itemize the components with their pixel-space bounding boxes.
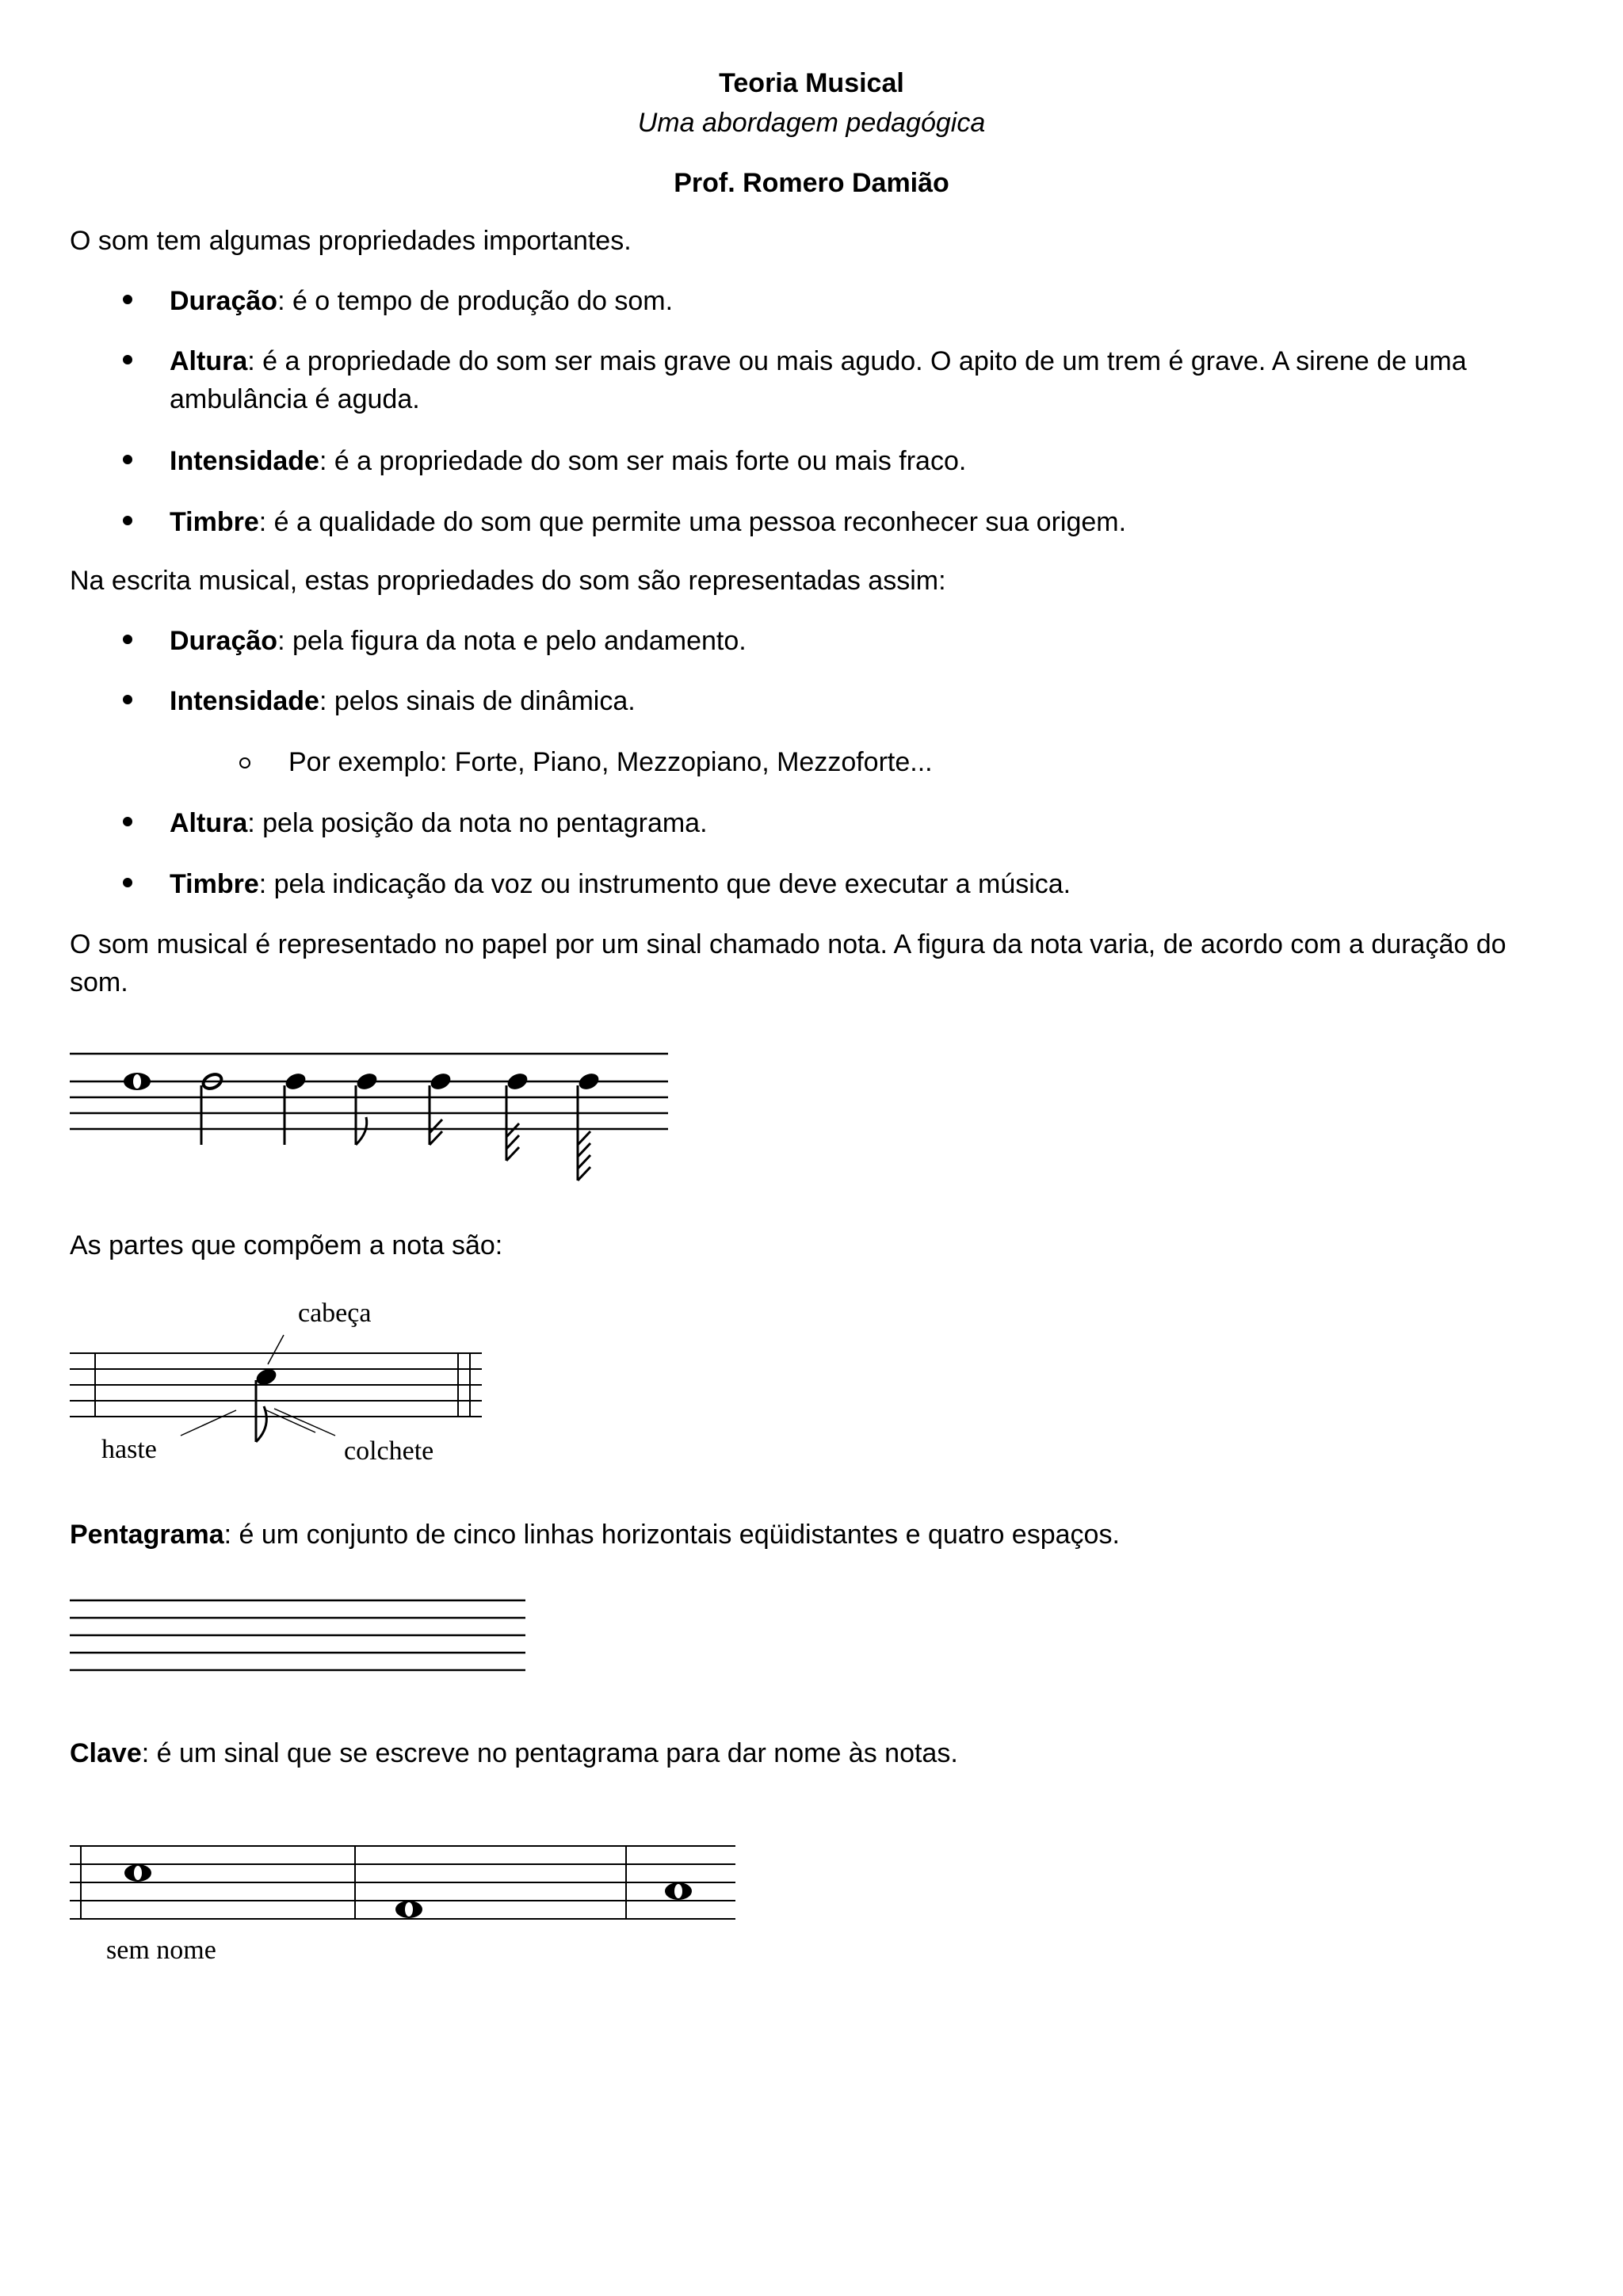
sixty-fourth-note-icon <box>576 1070 601 1180</box>
notation-duracao: Duração: pela figura da nota e pelo andamento. <box>170 626 747 656</box>
document-subtitle: Uma abordagem pedagógica <box>637 108 986 138</box>
whole-note-icon <box>395 1901 422 1918</box>
eighth-note-icon <box>354 1070 379 1145</box>
property-intensidade: Intensidade: é a propriedade do som ser mais forte ou mais fraco. <box>170 446 967 476</box>
flag-label: colchete <box>344 1436 434 1466</box>
head-label: cabeça <box>298 1299 372 1328</box>
bullet-icon <box>123 295 132 304</box>
bullet-icon <box>123 817 132 826</box>
notation-dynamics-example: Por exemplo: Forte, Piano, Mezzopiano, Mezzoforte... <box>288 747 933 777</box>
bullet-icon <box>123 878 132 887</box>
bullet-icon <box>123 455 132 464</box>
property-timbre: Timbre: é a qualidade do som que permite uma pessoa reconhecer sua origem. <box>170 507 1127 537</box>
whole-note-icon <box>124 1864 151 1882</box>
property-altura: Altura: é a propriedade do som ser mais grave ou mais agudo. O apito de um trem é grave. A sirene de uma <box>170 346 1467 376</box>
sixteenth-note-icon <box>428 1070 453 1145</box>
document-author: Prof. Romero Damião <box>674 168 949 198</box>
bullet-icon <box>123 355 132 364</box>
clef-definition: Clave: é um sinal que se escreve no pentagrama para dar nome às notas. <box>70 1738 958 1768</box>
thirty-second-note-icon <box>505 1070 529 1161</box>
parts-intro: As partes que compõem a nota são: <box>70 1230 503 1261</box>
property-altura-continued: ambulância é aguda. <box>170 384 420 414</box>
notation-timbre: Timbre: pela indicação da voz ou instrumento que deve executar a música. <box>170 869 1071 899</box>
half-note-icon <box>201 1072 224 1145</box>
clefless-staff-figure <box>70 1838 743 1981</box>
intro-paragraph: O som tem algumas propriedades importantes. <box>70 226 632 256</box>
document-title: Teoria Musical <box>719 68 904 98</box>
notation-intensidade: Intensidade: pelos sinais de dinâmica. <box>170 686 636 716</box>
staff-definition: Pentagrama: é um conjunto de cinco linhas horizontais eqüidistantes e quatro espaços. <box>70 1520 1120 1550</box>
quarter-note-icon <box>283 1070 307 1145</box>
notation-altura: Altura: pela posição da nota no pentagrama. <box>170 808 708 838</box>
eighth-note-icon <box>254 1366 278 1442</box>
bullet-icon <box>123 695 132 704</box>
empty-staff-figure <box>70 1592 529 1680</box>
sub-bullet-icon <box>239 757 250 769</box>
note-paragraph-line1: O som musical é representado no papel por um sinal chamado nota. A figura da nota varia, de acordo com a duração do <box>70 929 1507 959</box>
whole-note-icon <box>124 1073 151 1090</box>
notation-intro: Na escrita musical, estas propriedades do som são representadas assim: <box>70 566 946 596</box>
note-paragraph-line2: som. <box>70 967 128 997</box>
stem-label: haste <box>101 1435 157 1464</box>
note-parts-figure <box>70 1291 498 1474</box>
bullet-icon <box>123 635 132 644</box>
note-values-figure <box>70 1038 672 1188</box>
property-duracao: Duração: é o tempo de produção do som. <box>170 286 674 316</box>
bullet-icon <box>123 516 132 525</box>
no-clef-label: sem nome <box>106 1936 216 1965</box>
whole-note-icon <box>665 1882 692 1900</box>
